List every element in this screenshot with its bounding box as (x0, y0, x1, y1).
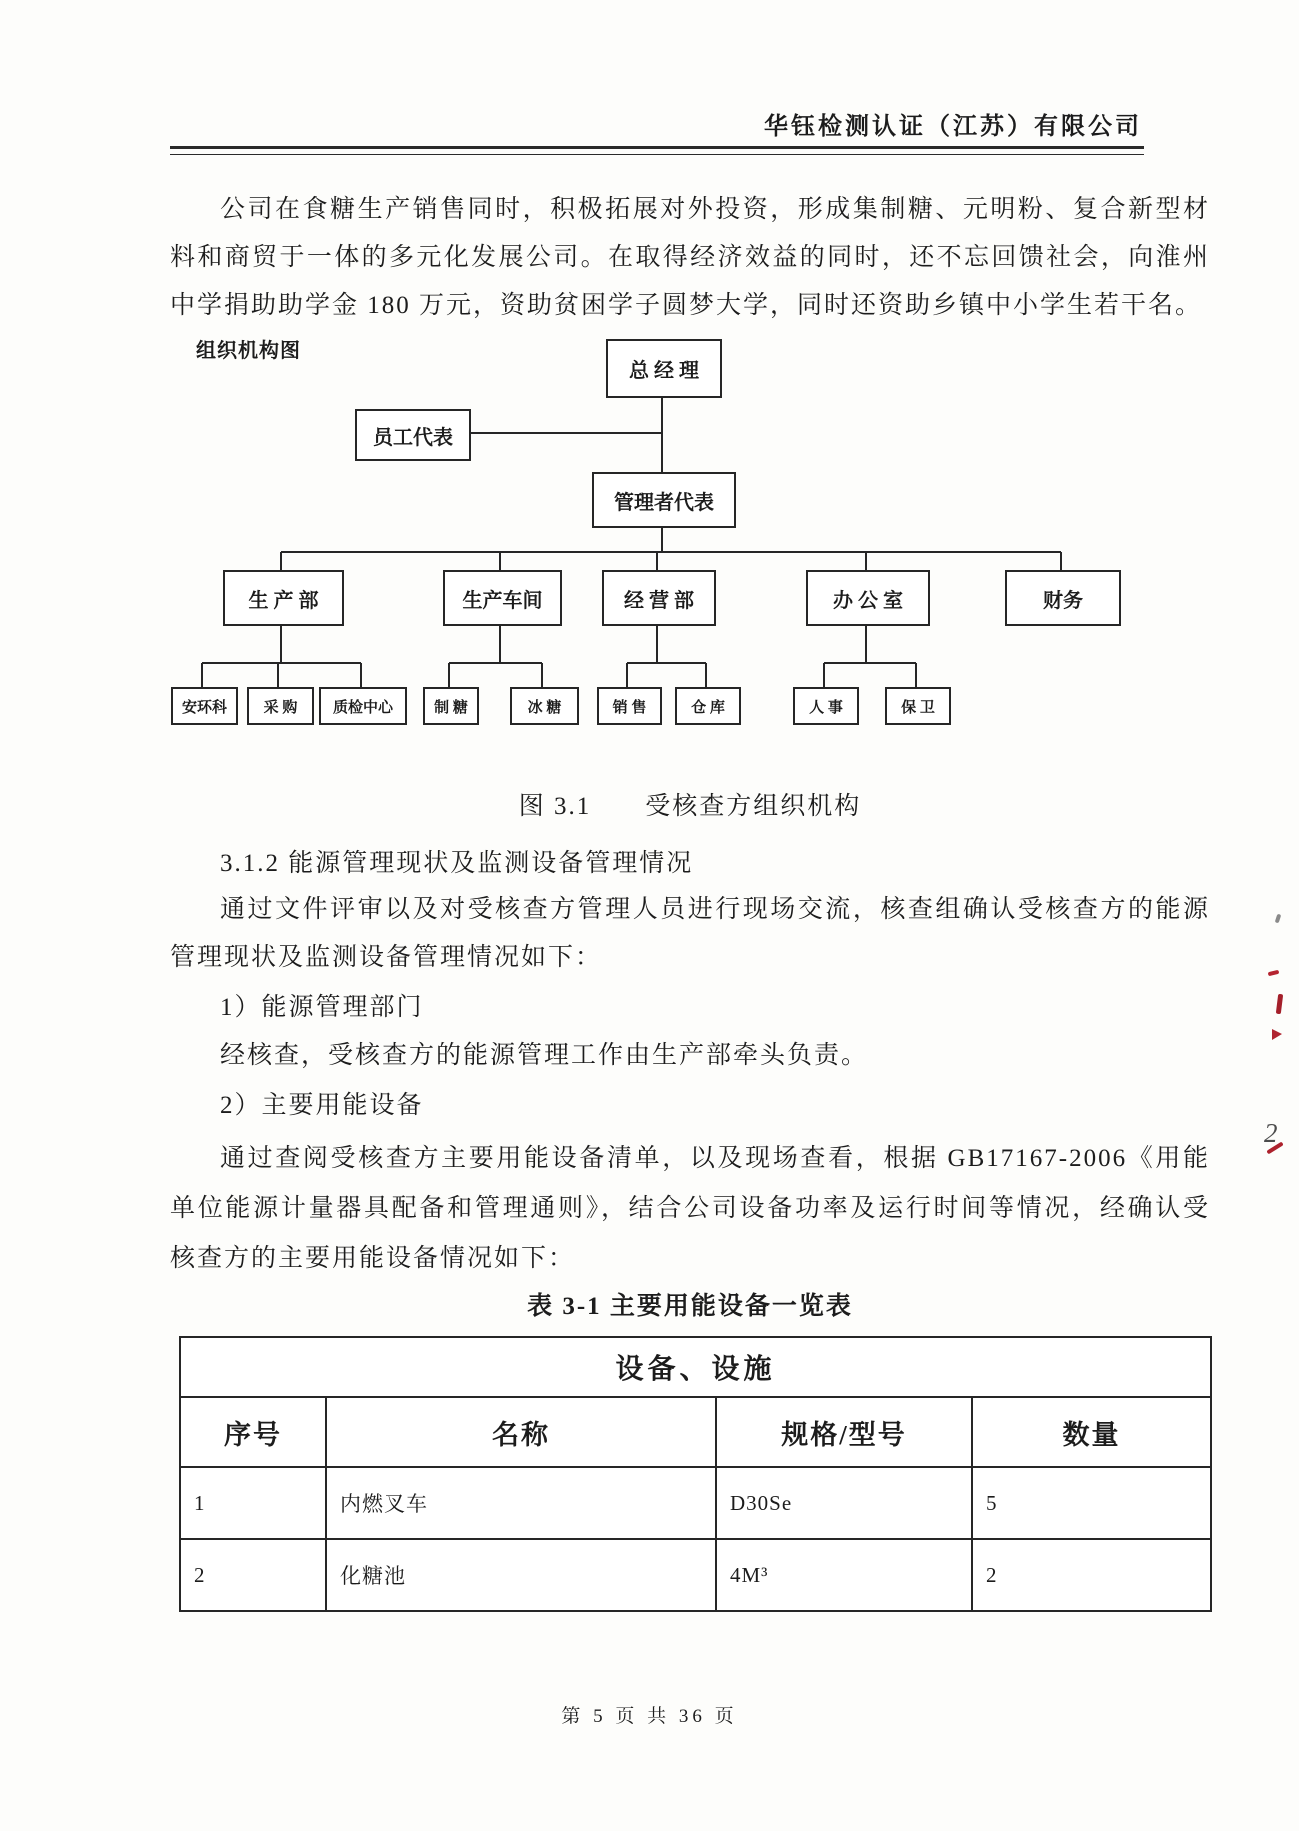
org-node-sales: 销 售 (597, 687, 662, 725)
cell-qty: 5 (972, 1467, 1211, 1539)
item1-paragraph: 经核查，受核查方的能源管理工作由生产部牵头负责。 (220, 1042, 869, 1069)
cell-name: 内燃叉车 (326, 1467, 716, 1539)
org-node-management-representative: 管理者代表 (592, 472, 736, 528)
org-node-purchasing: 采 购 (247, 687, 314, 725)
margin-tick-mark (1275, 914, 1282, 924)
section-heading-312: 3.1.2 能源管理现状及监测设备管理情况 (220, 850, 694, 877)
page-footer: 第 5 页 共 36 页 (561, 1706, 738, 1727)
org-node-general-manager: 总 经 理 (606, 339, 722, 398)
table-group-header-row (180, 1337, 1211, 1397)
org-chart-title: 组织机构图 (196, 340, 301, 362)
org-node-hr: 人 事 (793, 687, 859, 725)
paragraph-review: 通过文件评审以及对受核查方管理人员进行现场交流，核查组确认受核查方的能源管理现状及监测设备管理情况如下： (170, 896, 1210, 971)
header-company-name: 华钰检测认证（江苏）有限公司 (764, 114, 1142, 140)
table-group-header: 设备、设施 (180, 1337, 1211, 1397)
cell-spec: D30Se (716, 1467, 972, 1539)
col-header-spec: 规格/型号 (716, 1397, 972, 1467)
margin-red-stroke-mark (1276, 994, 1283, 1014)
org-node-production-workshop: 生产车间 (443, 570, 562, 626)
org-node-operations-dept: 经 营 部 (602, 570, 716, 626)
table-row (180, 1467, 1211, 1539)
item1-heading: 1）能源管理部门 (220, 994, 424, 1021)
org-node-security: 保 卫 (885, 687, 951, 725)
cell-index: 1 (180, 1467, 326, 1539)
equipment-table (179, 1336, 1212, 1612)
table-header-row (180, 1397, 1211, 1467)
item2-heading: 2）主要用能设备 (220, 1092, 424, 1119)
org-node-production-dept: 生 产 部 (223, 570, 344, 626)
col-header-index: 序号 (180, 1397, 326, 1467)
col-header-name: 名称 (326, 1397, 716, 1467)
org-node-quality-center: 质检中心 (319, 687, 407, 725)
header-double-rule (170, 146, 1144, 155)
org-node-warehouse: 仓 库 (675, 687, 741, 725)
cell-name: 化糖池 (326, 1539, 716, 1611)
cell-index: 2 (180, 1539, 326, 1611)
item2-paragraph: 通过查阅受核查方主要用能设备清单，以及现场查看，根据 GB17167-2006《用能单位能源计量器具配备和管理通则》，结合公司设备功率及运行时间等情况，经确认受核查方的主要用能设备情况如下： (170, 1145, 1210, 1272)
org-node-finance: 财务 (1005, 570, 1121, 626)
cell-qty: 2 (972, 1539, 1211, 1611)
col-header-qty: 数量 (972, 1397, 1211, 1467)
org-node-office: 办 公 室 (806, 570, 930, 626)
margin-red-dash-mark (1268, 970, 1280, 977)
cell-spec: 4M³ (716, 1539, 972, 1611)
margin-red-triangle-mark (1272, 1029, 1282, 1040)
org-node-sugar-making: 制 糖 (423, 687, 479, 725)
org-node-safety-env: 安环科 (171, 687, 238, 725)
margin-handwritten-note: 2 (1264, 1118, 1278, 1148)
org-node-staff-representative: 员工代表 (355, 409, 471, 461)
table-row (180, 1539, 1211, 1611)
figure-caption: 图 3.1 受核查方组织机构 (518, 793, 862, 820)
table-title: 表 3-1 主要用能设备一览表 (527, 1293, 853, 1320)
org-node-rock-sugar: 冰 糖 (510, 687, 579, 725)
intro-paragraph: 公司在食糖生产销售同时，积极拓展对外投资，形成集制糖、元明粉、复合新型材料和商贸于一体的多元化发展公司。在取得经济效益的同时，还不忘回馈社会，向淮州中学捐助助学金 180 万元，资助贫困学子圆梦大学，同时还资助乡镇中小学生若干名。 (170, 196, 1210, 319)
